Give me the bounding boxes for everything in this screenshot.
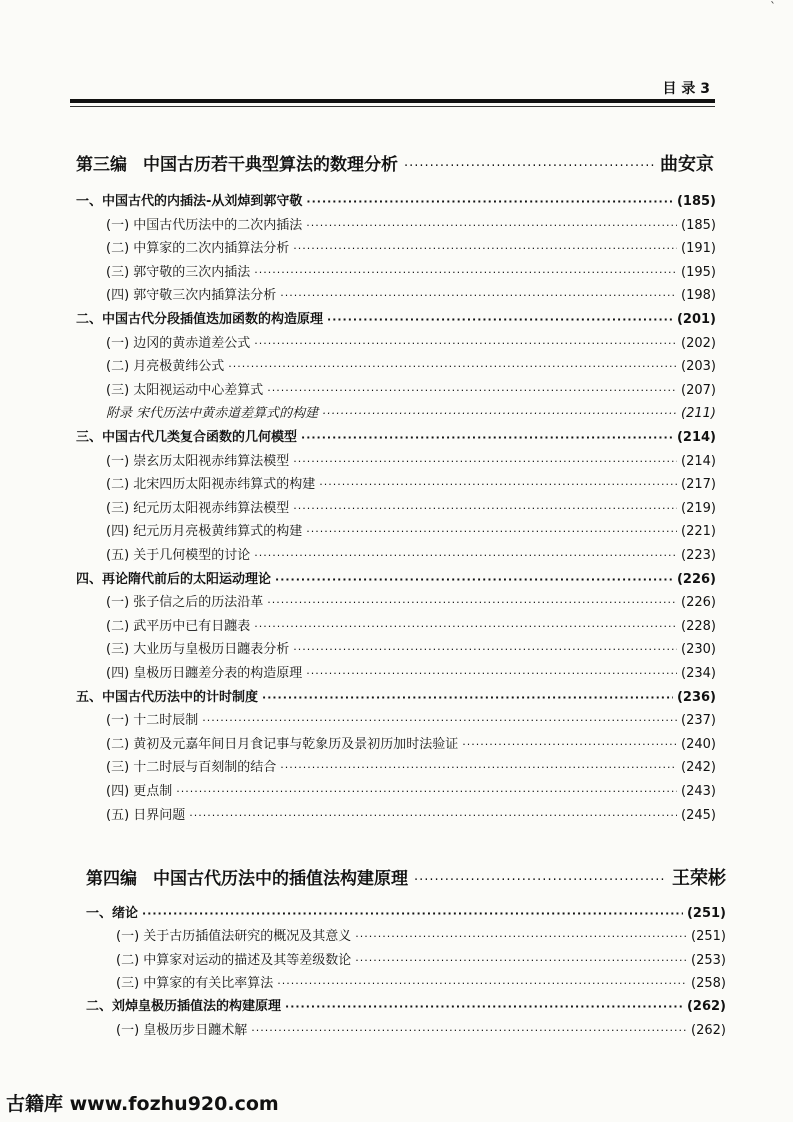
toc-page-number: (198) bbox=[681, 288, 716, 304]
toc-subsection-entry bbox=[106, 804, 716, 826]
toc-page-number: (243) bbox=[681, 784, 716, 799]
leader-dots bbox=[306, 525, 677, 538]
toc-subsection-entry bbox=[116, 1019, 726, 1041]
toc-entry-label: (一) 关于古历插值法研究的概况及其意义 bbox=[116, 929, 352, 945]
leader-dots bbox=[355, 954, 687, 967]
toc-chapter-entry bbox=[76, 568, 716, 590]
toc-chapter-entry bbox=[86, 995, 726, 1017]
toc-subsection-entry bbox=[106, 520, 716, 542]
toc-entry-label: (四) 郭守敬三次内插算法分析 bbox=[106, 288, 277, 304]
toc-page-number: (185) bbox=[676, 194, 716, 209]
toc-entry-label: 二、中国古代分段插值迭加函数的构造原理 bbox=[76, 312, 324, 327]
toc-page-number: (251) bbox=[686, 906, 726, 921]
toc-subsection-entry bbox=[106, 756, 716, 778]
leader-dots bbox=[293, 643, 677, 656]
leader-dots bbox=[285, 1000, 683, 1013]
leader-dots bbox=[142, 907, 683, 920]
toc-page-number: (226) bbox=[676, 571, 716, 587]
leader-dots bbox=[202, 714, 677, 727]
toc-page-number: (219) bbox=[681, 500, 716, 516]
section-title: 中国古历若干典型算法的数理分析 bbox=[143, 155, 398, 175]
toc-entry-label: 四、再论隋代前后的太阳运动理论 bbox=[76, 571, 272, 587]
toc-page-number: (221) bbox=[681, 524, 716, 540]
toc-subsection-entry bbox=[106, 237, 716, 259]
leader-dots bbox=[306, 219, 677, 232]
toc-subsection-entry bbox=[106, 284, 716, 306]
section-number: 第三编 bbox=[76, 155, 127, 175]
leader-dots bbox=[293, 242, 677, 255]
toc-page-number: (226) bbox=[681, 595, 716, 611]
section-author: 曲安京 bbox=[660, 154, 714, 175]
toc-page-number: (223) bbox=[681, 548, 716, 563]
toc-entry-label: (一) 皇极历步日躔术解 bbox=[116, 1022, 248, 1038]
toc-entry-label: (一) 张子信之后的历法沿革 bbox=[106, 595, 264, 611]
leader-dots bbox=[322, 407, 677, 420]
leader-dots bbox=[254, 266, 677, 279]
footer-watermark: 古籍库 www.fozhu920.com bbox=[6, 1093, 279, 1115]
toc-subsection-entry bbox=[106, 780, 716, 802]
toc-entry-label: (二) 武平历中已有日躔表 bbox=[106, 618, 251, 634]
toc-subsection-entry bbox=[106, 591, 716, 613]
toc-subsection-entry bbox=[106, 615, 716, 637]
toc-page-number: (237) bbox=[681, 713, 716, 729]
section-author: 王荣彬 bbox=[672, 868, 726, 889]
leader-dots bbox=[262, 691, 673, 704]
toc-subsection-entry bbox=[106, 332, 716, 354]
leader-dots bbox=[277, 977, 687, 990]
leader-dots bbox=[267, 384, 677, 397]
toc-entry-label: (三) 纪元历太阳视赤纬算法模型 bbox=[106, 500, 290, 516]
toc-chapter-entry bbox=[76, 426, 716, 448]
leader-dots bbox=[306, 667, 677, 680]
toc-page-number: (240) bbox=[681, 736, 716, 752]
toc-subsection-entry bbox=[106, 544, 716, 566]
leader-dots bbox=[301, 431, 673, 444]
leader-dots bbox=[404, 159, 654, 174]
toc-chapter-entry bbox=[86, 902, 726, 924]
toc-entry-label: 一、中国古代的内插法-从刘焯到郭守敬 bbox=[76, 194, 303, 209]
toc-subsection-entry bbox=[106, 733, 716, 755]
toc-subsection-entry bbox=[106, 638, 716, 660]
leader-dots bbox=[306, 195, 673, 208]
toc-entry-label: (四) 皇极历日躔差分表的构造原理 bbox=[106, 666, 303, 681]
toc-entry-label: 附录 宋代历法中黄赤道差算式的构建 bbox=[106, 406, 319, 422]
toc-page-number: (195) bbox=[681, 264, 716, 280]
toc-page-number: (245) bbox=[681, 807, 716, 823]
toc-entry-label: (一) 十二时辰制 bbox=[106, 713, 199, 729]
leader-dots bbox=[275, 573, 673, 586]
toc-chapter-entry bbox=[76, 190, 716, 212]
toc-entry-label: (二) 中算家对运动的描述及其等差级数论 bbox=[116, 952, 352, 968]
leader-dots bbox=[267, 596, 677, 609]
leader-dots bbox=[293, 455, 677, 468]
toc-subsection-entry bbox=[106, 662, 716, 684]
leader-dots bbox=[254, 620, 677, 633]
toc-entry-label: 五、中国古代历法中的计时制度 bbox=[76, 689, 259, 705]
toc-subsection-entry bbox=[106, 214, 716, 236]
toc-page-number: (251) bbox=[691, 929, 726, 945]
toc-page-number: (217) bbox=[681, 477, 716, 493]
toc-page-number: (262) bbox=[686, 999, 726, 1015]
toc-subsection-entry bbox=[116, 972, 726, 994]
toc-appendix-entry bbox=[106, 402, 716, 424]
toc-subsection-entry bbox=[116, 925, 726, 947]
toc-entry-label: (四) 纪元历月亮极黄纬算式的构建 bbox=[106, 524, 303, 540]
toc-entry-label: (五) 日界问题 bbox=[106, 807, 186, 823]
header-rule-thin bbox=[70, 106, 715, 107]
toc-entry-label: 一、绪论 bbox=[86, 906, 139, 921]
toc-subsection-entry bbox=[106, 379, 716, 401]
leader-dots bbox=[254, 549, 677, 562]
leader-dots bbox=[293, 502, 677, 515]
toc-page-number: (211) bbox=[681, 406, 716, 422]
toc-page-number: (236) bbox=[676, 689, 716, 705]
toc-entry-label: (一) 崇玄历太阳视赤纬算法模型 bbox=[106, 453, 290, 469]
toc-page-number: (201) bbox=[676, 312, 716, 327]
toc-page-number: (191) bbox=[681, 241, 716, 257]
toc-entry-label: 二、刘焯皇极历插值法的构建原理 bbox=[86, 999, 282, 1015]
toc-chapter-entry bbox=[76, 686, 716, 708]
toc-subsection-entry bbox=[106, 473, 716, 495]
toc-page-number: (230) bbox=[681, 642, 716, 658]
leader-dots bbox=[319, 478, 677, 491]
toc-subsection-entry bbox=[106, 355, 716, 377]
toc-page-number: (228) bbox=[681, 618, 716, 634]
corner-mark: ˋ bbox=[770, 0, 776, 14]
leader-dots bbox=[176, 785, 677, 798]
toc-entry-label: (二) 中算家的二次内插算法分析 bbox=[106, 241, 290, 257]
toc-entry-label: (一) 边冈的黄赤道差公式 bbox=[106, 335, 251, 351]
leader-dots bbox=[251, 1024, 687, 1037]
toc-entry-label: (四) 更点制 bbox=[106, 784, 173, 799]
toc-page-number: (258) bbox=[691, 975, 726, 991]
leader-dots bbox=[327, 313, 673, 326]
toc-entry-label: (一) 中国古代历法中的二次内插法 bbox=[106, 217, 303, 233]
toc-entry-label: (二) 黄初及元嘉年间日月食记事与乾象历及景初历加时法验证 bbox=[106, 736, 459, 752]
toc-page-number: (242) bbox=[681, 760, 716, 776]
toc-entry-label: (二) 月亮极黄纬公式 bbox=[106, 359, 225, 375]
leader-dots bbox=[462, 738, 677, 751]
toc-entry-label: (三) 太阳视运动中心差算式 bbox=[106, 382, 264, 398]
leader-dots bbox=[254, 337, 677, 350]
toc-subsection-entry bbox=[106, 709, 716, 731]
section-title: 中国古代历法中的插值法构建原理 bbox=[153, 869, 408, 889]
section-number: 第四编 bbox=[86, 869, 137, 889]
toc-page-number: (253) bbox=[691, 952, 726, 968]
toc-page-number: (203) bbox=[681, 359, 716, 375]
toc-page-number: (214) bbox=[681, 453, 716, 469]
leader-dots bbox=[280, 761, 677, 774]
leader-dots bbox=[228, 360, 677, 373]
leader-dots bbox=[189, 809, 677, 822]
header-rule-thick bbox=[70, 99, 715, 103]
toc-entry-label: (三) 大业历与皇极历日躔表分析 bbox=[106, 642, 290, 658]
toc-subsection-entry bbox=[106, 497, 716, 519]
toc-page-number: (207) bbox=[681, 382, 716, 398]
leader-dots bbox=[355, 930, 687, 943]
leader-dots bbox=[280, 289, 677, 302]
toc-subsection-entry bbox=[116, 949, 726, 971]
toc-subsection-entry bbox=[106, 450, 716, 472]
page-header-title: 目 录 3 bbox=[662, 81, 710, 97]
section-heading bbox=[86, 864, 726, 888]
section-heading bbox=[76, 150, 714, 174]
toc-chapter-entry bbox=[76, 308, 716, 330]
toc-entry-label: (五) 关于几何模型的讨论 bbox=[106, 548, 251, 563]
leader-dots bbox=[414, 873, 666, 888]
toc-entry-label: (三) 十二时辰与百刻制的结合 bbox=[106, 760, 277, 776]
toc-page-number: (202) bbox=[681, 335, 716, 351]
toc-entry-label: 三、中国古代几类复合函数的几何模型 bbox=[76, 430, 298, 445]
toc-entry-label: (三) 中算家的有关比率算法 bbox=[116, 975, 274, 991]
toc-subsection-entry bbox=[106, 261, 716, 283]
toc-page-number: (185) bbox=[681, 217, 716, 233]
toc-page-number: (234) bbox=[681, 666, 716, 681]
toc-entry-label: (三) 郭守敬的三次内插法 bbox=[106, 264, 251, 280]
toc-page-number: (214) bbox=[676, 430, 716, 445]
toc-page-number: (262) bbox=[691, 1022, 726, 1038]
toc-entry-label: (二) 北宋四历太阳视赤纬算式的构建 bbox=[106, 477, 316, 493]
